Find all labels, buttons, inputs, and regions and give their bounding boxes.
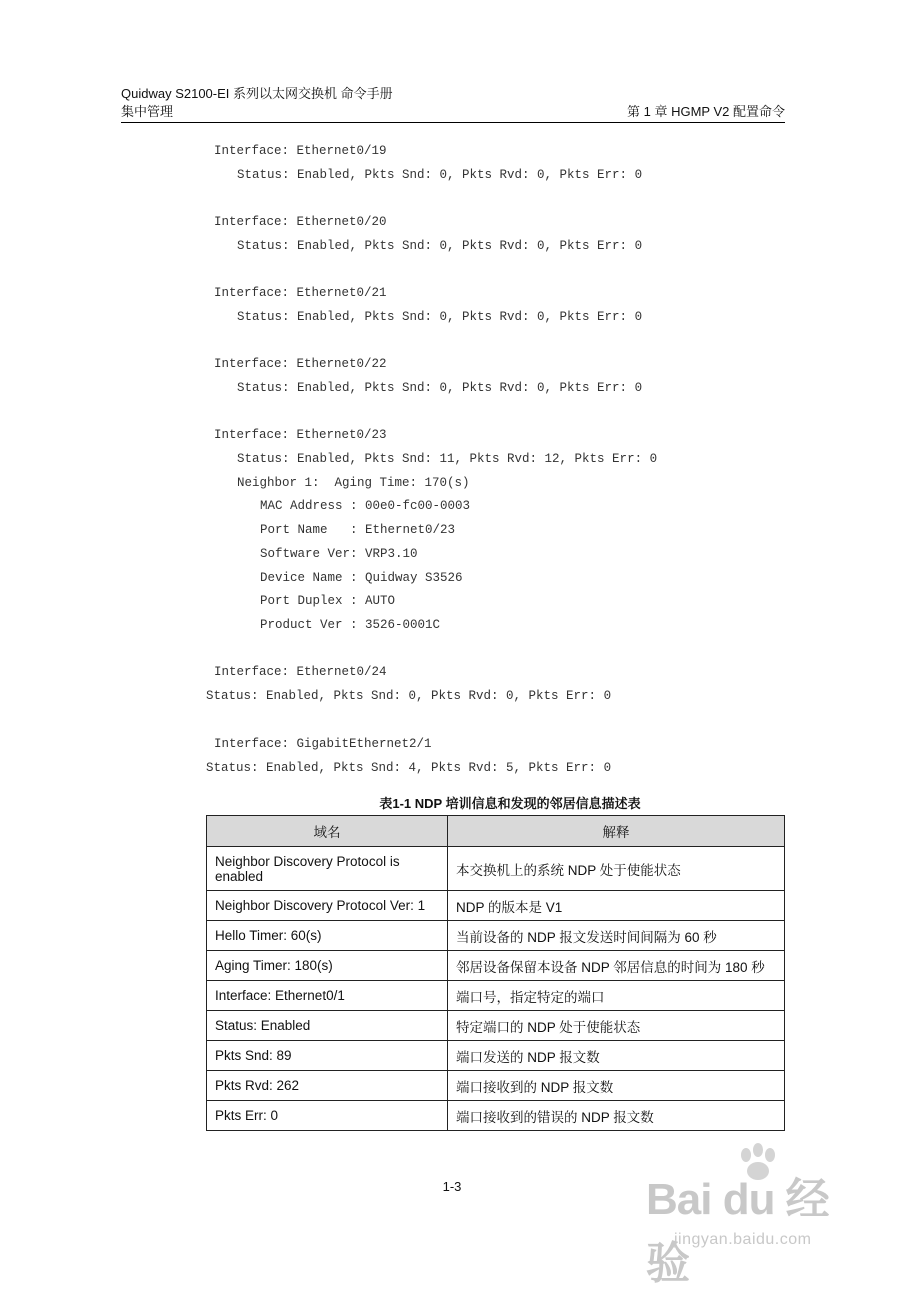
code-line: Status: Enabled, Pkts Snd: 0, Pkts Rvd: 0, Pkts Err: 0 xyxy=(237,310,643,324)
code-line: Product Ver : 3526-0001C xyxy=(260,618,441,632)
code-line: Port Name : Ethernet0/23 xyxy=(260,523,456,537)
table-row xyxy=(207,1101,785,1131)
code-line: Status: Enabled, Pkts Snd: 0, Pkts Rvd: 0, Pkts Err: 0 xyxy=(206,689,612,703)
table-cell-explanation: 端口接收到的 NDP 报文数 xyxy=(448,1071,785,1101)
table-cell-explanation: 本交换机上的系统 NDP 处于使能状态 xyxy=(448,847,785,891)
watermark-logo: Bai du 经验 xyxy=(646,1175,829,1288)
code-line: Status: Enabled, Pkts Snd: 0, Pkts Rvd: 0, Pkts Err: 0 xyxy=(237,168,643,182)
code-line: Neighbor 1: Aging Time: 170(s) xyxy=(237,476,470,490)
table-cell-field: Hello Timer: 60(s) xyxy=(207,921,448,951)
running-header xyxy=(121,104,785,120)
code-line: Status: Enabled, Pkts Snd: 0, Pkts Rvd: 0, Pkts Err: 0 xyxy=(237,381,643,395)
ndp-description-table xyxy=(206,815,785,1131)
table-row xyxy=(207,1041,785,1071)
table-cell-explanation: NDP 的版本是 V1 xyxy=(448,891,785,921)
code-line: Port Duplex : AUTO xyxy=(260,594,396,608)
code-line: MAC Address : 00e0-fc00-0003 xyxy=(260,499,471,513)
table-cell-field: Neighbor Discovery Protocol Ver: 1 xyxy=(207,891,448,921)
code-line: Interface: Ethernet0/22 xyxy=(214,357,387,371)
table-header-row xyxy=(207,816,785,847)
code-line: Status: Enabled, Pkts Snd: 0, Pkts Rvd: 0, Pkts Err: 0 xyxy=(237,239,643,253)
table-row xyxy=(207,1011,785,1041)
document-title: Quidway S2100-EI 系列以太网交换机 命令手册 xyxy=(121,86,393,101)
code-line: Interface: Ethernet0/19 xyxy=(214,144,387,158)
page-number: 1-3 xyxy=(442,1179,462,1194)
table-row xyxy=(207,1071,785,1101)
table-row xyxy=(207,921,785,951)
code-line: Interface: Ethernet0/20 xyxy=(214,215,387,229)
table-cell-field: Status: Enabled xyxy=(207,1011,448,1041)
table-cell-field: Aging Timer: 180(s) xyxy=(207,951,448,981)
baidu-jingyan-watermark xyxy=(640,1143,850,1288)
table-cell-explanation: 端口接收到的错误的 NDP 报文数 xyxy=(448,1101,785,1131)
code-line: Interface: GigabitEthernet2/1 xyxy=(214,737,432,751)
table-row xyxy=(207,847,785,891)
table-cell-field: Neighbor Discovery Protocol is enabled xyxy=(207,847,448,891)
column-header-explanation: 解释 xyxy=(448,816,785,847)
table-cell-field: Pkts Snd: 89 xyxy=(207,1041,448,1071)
table-cell-explanation: 当前设备的 NDP 报文发送时间间隔为 60 秒 xyxy=(448,921,785,951)
code-line: Interface: Ethernet0/21 xyxy=(214,286,387,300)
code-line: Interface: Ethernet0/23 xyxy=(214,428,387,442)
column-header-field: 域名 xyxy=(207,816,448,847)
watermark-url: jingyan.baidu.com xyxy=(674,1231,812,1248)
code-line: Interface: Ethernet0/24 xyxy=(214,665,387,679)
table-cell-field: Pkts Rvd: 262 xyxy=(207,1071,448,1101)
table-caption: 表1-1 NDP 培训信息和发现的邻居信息描述表 xyxy=(379,796,641,811)
table-cell-field: Pkts Err: 0 xyxy=(207,1101,448,1131)
table-cell-explanation: 特定端口的 NDP 处于使能状态 xyxy=(448,1011,785,1041)
code-line: Device Name : Quidway S3526 xyxy=(260,571,463,585)
header-rule xyxy=(121,122,785,123)
code-line: Status: Enabled, Pkts Snd: 4, Pkts Rvd: 5, Pkts Err: 0 xyxy=(206,761,612,775)
table-cell-field: Interface: Ethernet0/1 xyxy=(207,981,448,1011)
code-line: Software Ver: VRP3.10 xyxy=(260,547,418,561)
section-right: 第 1 章 HGMP V2 配置命令 xyxy=(627,104,785,119)
table-row xyxy=(207,951,785,981)
section-left: 集中管理 xyxy=(121,104,174,119)
table-row xyxy=(207,891,785,921)
table-cell-explanation: 端口发送的 NDP 报文数 xyxy=(448,1041,785,1071)
table-row xyxy=(207,981,785,1011)
table-cell-explanation: 邻居设备保留本设备 NDP 邻居信息的时间为 180 秒 xyxy=(448,951,785,981)
table-cell-explanation: 端口号，指定特定的端口 xyxy=(448,981,785,1011)
code-line: Status: Enabled, Pkts Snd: 11, Pkts Rvd: 12, Pkts Err: 0 xyxy=(237,452,658,466)
